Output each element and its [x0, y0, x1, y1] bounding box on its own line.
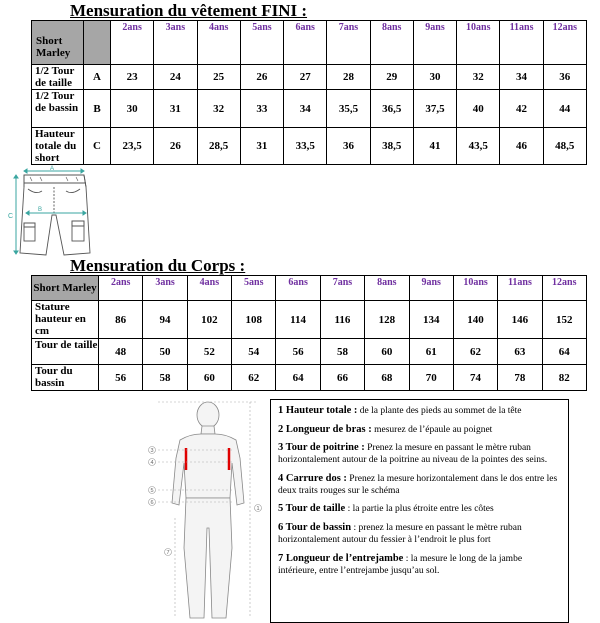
figure-marker: 7: [166, 550, 170, 556]
table-cell: 36: [543, 65, 586, 90]
measurement-definitions: [270, 399, 569, 623]
table-cell: 32: [457, 65, 500, 90]
table-cell: 66: [320, 365, 364, 391]
table-cell: 140: [453, 301, 497, 339]
definition-item: [278, 503, 562, 515]
figure-marker: 5: [150, 488, 154, 494]
table-cell: 34: [284, 90, 327, 128]
table-cell: 60: [187, 365, 231, 391]
table-row: [32, 90, 587, 128]
body-section-title: Mensuration du Corps :: [70, 256, 246, 275]
table-cell: 32: [197, 90, 240, 128]
figure-marker: 6: [150, 500, 154, 506]
table-cell: 64: [542, 339, 586, 365]
table-cell: 33: [240, 90, 283, 128]
figure-marker: 4: [150, 460, 154, 466]
table-cell: 50: [143, 339, 187, 365]
table-header-row: [32, 21, 587, 65]
table-row: [32, 365, 587, 391]
table-cell: 34: [500, 65, 543, 90]
definition-term: 6 Tour de bassin: [278, 521, 352, 533]
table-cell: 33,5: [284, 128, 327, 165]
row-label: Tour du bassin: [32, 365, 99, 391]
table-cell: 48,5: [543, 128, 586, 165]
table-cell: 28: [327, 65, 370, 90]
size-header: 5ans: [232, 276, 276, 301]
table-cell: 62: [232, 365, 276, 391]
figure-marker: 3: [150, 448, 154, 454]
table-cell: 40: [457, 90, 500, 128]
definition-term: 2 Longueur de bras :: [278, 423, 372, 435]
table-cell: 82: [542, 365, 586, 391]
table-cell: 41: [413, 128, 456, 165]
table-cell: 52: [187, 339, 231, 365]
table-cell: 23: [111, 65, 154, 90]
size-header: 12ans: [543, 21, 586, 65]
definition-text: : la mesure le long de la jambe intérieure, entre l’entrejambe jusqu’au sol.: [278, 553, 523, 576]
size-header: 12ans: [542, 276, 586, 301]
table-cell: 86: [99, 301, 143, 339]
table-cell: 94: [143, 301, 187, 339]
definition-item: [278, 553, 562, 577]
table-cell: 54: [232, 339, 276, 365]
size-header: 3ans: [154, 21, 197, 65]
table-cell: 30: [111, 90, 154, 128]
dimension-label-b: B: [38, 207, 43, 213]
size-header: 10ans: [453, 276, 497, 301]
table-cell: 128: [365, 301, 409, 339]
row-letter: B: [84, 90, 111, 128]
table-cell: 36,5: [370, 90, 413, 128]
dimension-label-a: A: [50, 166, 55, 172]
size-header: 8ans: [365, 276, 409, 301]
definition-term: 1 Hauteur totale :: [278, 405, 358, 416]
table-cell: 26: [240, 65, 283, 90]
table-cell: 68: [365, 365, 409, 391]
table-header-row: [32, 276, 587, 301]
table-cell: 74: [453, 365, 497, 391]
table-cell: 56: [276, 339, 320, 365]
definition-item: [278, 473, 562, 497]
row-letter: A: [84, 65, 111, 90]
table-corner-label: Short Marley: [32, 21, 84, 65]
size-header: 11ans: [500, 21, 543, 65]
table-cell: 60: [365, 339, 409, 365]
table-cell: 114: [276, 301, 320, 339]
table-corner-label: Short Marley: [32, 276, 99, 301]
definition-term: 7 Longueur de l’entrejambe: [278, 552, 404, 564]
row-label: 1/2 Tour de taille: [32, 65, 84, 90]
row-label: Hauteur totale du short: [32, 128, 84, 165]
table-row: [32, 128, 587, 165]
definition-item: [278, 405, 562, 417]
row-label: Stature hauteur en cm: [32, 301, 99, 339]
table-cell: 61: [409, 339, 453, 365]
size-header: 7ans: [320, 276, 364, 301]
definition-text: Prenez la mesure horizontalement dans le dos entre les deux traits rouges sur le schéma: [278, 473, 558, 496]
garment-section-title: Mensuration du vêtement FINI :: [70, 1, 308, 20]
size-header: 9ans: [413, 21, 456, 65]
garment-measurement-table: [31, 20, 587, 165]
table-cell: 63: [498, 339, 542, 365]
shorts-diagram: [6, 165, 96, 260]
size-header: 7ans: [327, 21, 370, 65]
table-cell: 24: [154, 65, 197, 90]
size-header: 6ans: [276, 276, 320, 301]
size-header: 10ans: [457, 21, 500, 65]
table-cell: 37,5: [413, 90, 456, 128]
table-cell: 43,5: [457, 128, 500, 165]
figure-marker: 1: [256, 506, 260, 512]
definition-text: : prenez la mesure en passant le mètre ruban horizontalement autour du fessier à l’endroit le plus fort: [278, 522, 522, 546]
size-header: 3ans: [143, 276, 187, 301]
table-cell: 58: [143, 365, 187, 391]
body-measurement-figure: [140, 398, 265, 623]
definition-term: 5 Tour de taille: [278, 503, 346, 515]
definition-text: mesurez de l’épaule au poignet: [371, 424, 493, 435]
row-label: 1/2 Tour de bassin: [32, 90, 84, 128]
row-letter: C: [84, 128, 111, 165]
table-cell: 42: [500, 90, 543, 128]
table-cell: 26: [154, 128, 197, 165]
table-cell: 38,5: [370, 128, 413, 165]
table-cell: 146: [498, 301, 542, 339]
size-header: 11ans: [498, 276, 542, 301]
table-cell: 134: [409, 301, 453, 339]
definition-item: [278, 522, 562, 546]
table-cell: 35,5: [327, 90, 370, 128]
size-header: 2ans: [99, 276, 143, 301]
definition-text: Prenez la mesure en passant le mètre ruban horizontalement autour de la poitrine au niveau de la pointes des seins.: [278, 443, 548, 466]
size-header: 5ans: [240, 21, 283, 65]
table-header-blank: [84, 21, 111, 65]
table-cell: 23,5: [111, 128, 154, 165]
size-header: 4ans: [187, 276, 231, 301]
table-cell: 29: [370, 65, 413, 90]
table-cell: 31: [240, 128, 283, 165]
table-cell: 152: [542, 301, 586, 339]
size-header: 4ans: [197, 21, 240, 65]
table-cell: 30: [413, 65, 456, 90]
table-row: [32, 301, 587, 339]
table-row: [32, 65, 587, 90]
size-header: 2ans: [111, 21, 154, 65]
table-cell: 56: [99, 365, 143, 391]
row-label: Tour de taille: [32, 339, 99, 365]
size-header: 6ans: [284, 21, 327, 65]
table-cell: 31: [154, 90, 197, 128]
size-header: 9ans: [409, 276, 453, 301]
table-cell: 108: [232, 301, 276, 339]
table-cell: 70: [409, 365, 453, 391]
table-cell: 102: [187, 301, 231, 339]
table-cell: 27: [284, 65, 327, 90]
table-cell: 48: [99, 339, 143, 365]
dimension-label-c: C: [8, 213, 14, 220]
table-cell: 25: [197, 65, 240, 90]
definition-item: [278, 442, 562, 466]
table-cell: 46: [500, 128, 543, 165]
definition-text: de la plante des pieds au sommet de la tête: [357, 406, 522, 416]
table-cell: 116: [320, 301, 364, 339]
definition-term: 3 Tour de poitrine :: [278, 442, 365, 453]
size-header: 8ans: [370, 21, 413, 65]
table-cell: 78: [498, 365, 542, 391]
table-cell: 28,5: [197, 128, 240, 165]
table-cell: 64: [276, 365, 320, 391]
table-cell: 44: [543, 90, 586, 128]
table-cell: 58: [320, 339, 364, 365]
table-cell: 36: [327, 128, 370, 165]
definition-term: 4 Carrure dos :: [278, 472, 347, 484]
table-cell: 62: [453, 339, 497, 365]
definition-text: : la partie la plus étroite entre les côtes: [345, 504, 494, 515]
definition-item: [278, 424, 562, 436]
body-measurement-table: [31, 275, 587, 391]
table-row: [32, 339, 587, 365]
